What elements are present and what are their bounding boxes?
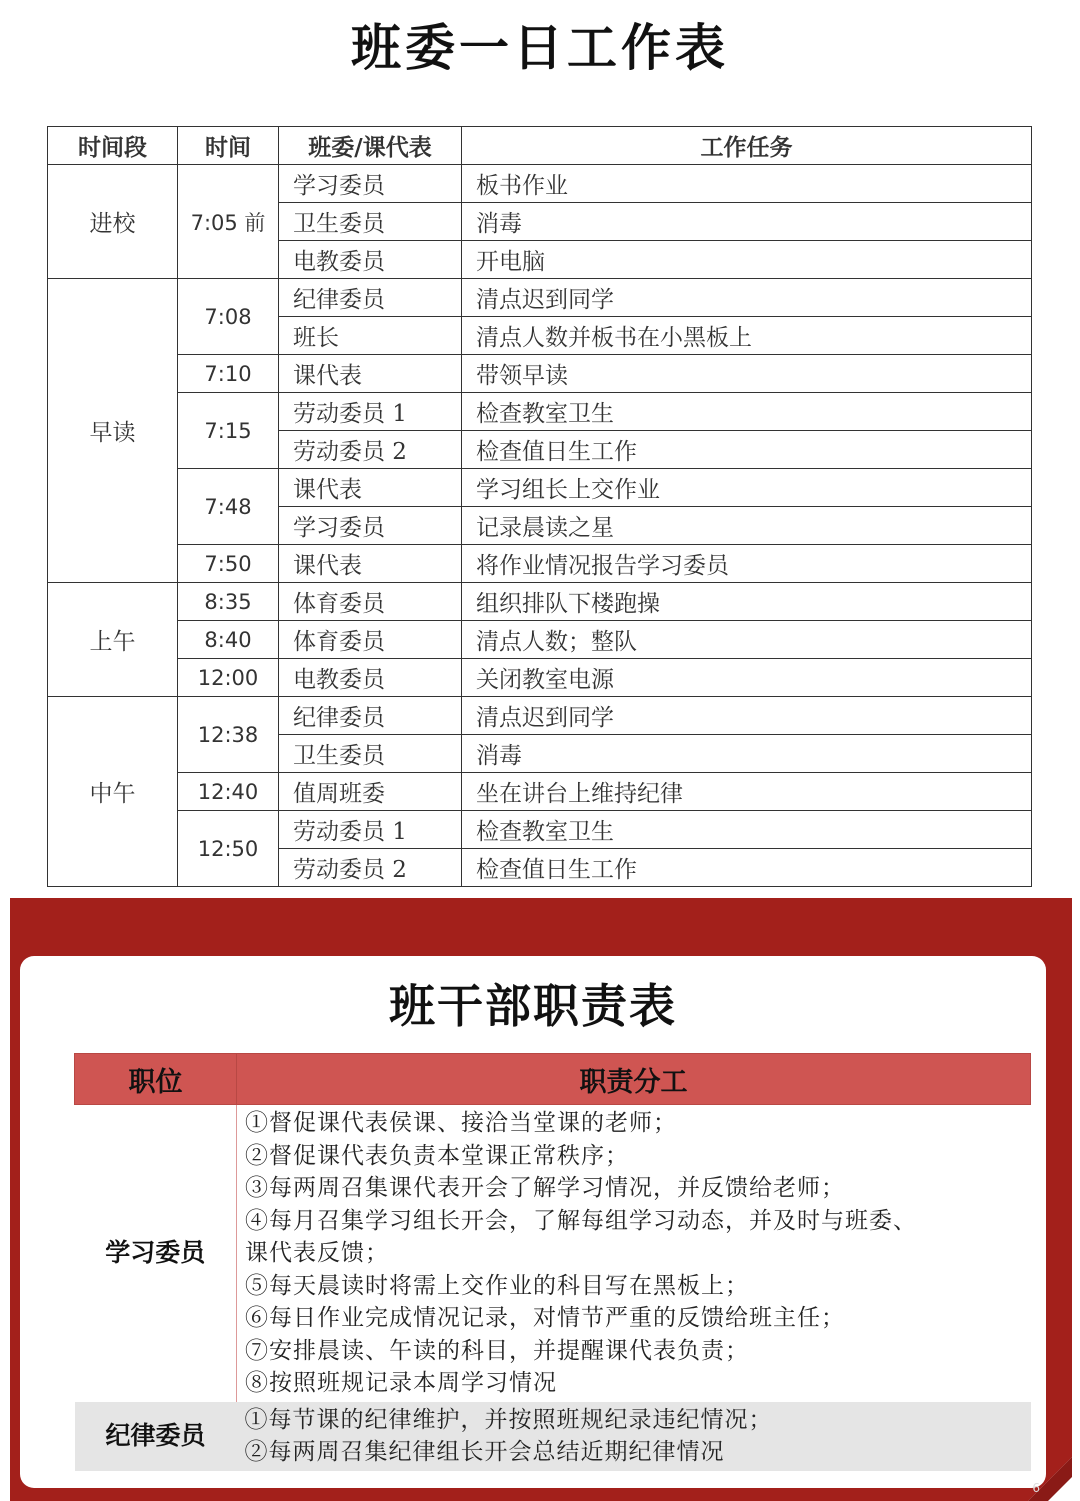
task-cell: 开电脑 (462, 241, 1032, 279)
task-cell: 清点迟到同学 (462, 279, 1032, 317)
duty-line: ①每节课的纪律维护，并按照班规纪录违纪情况； (244, 1406, 773, 1433)
role-cell: 体育委员 (279, 583, 462, 621)
duty-table (74, 1053, 1031, 1471)
role-cell: 课代表 (279, 469, 462, 507)
task-cell: 检查值日生工作 (462, 849, 1032, 887)
task-cell: 消毒 (462, 735, 1032, 773)
role-cell: 卫生委员 (279, 203, 462, 241)
time-cell: 12:00 (178, 659, 279, 697)
duty-line: 课代表反馈； (245, 1240, 389, 1266)
role-cell: 卫生委员 (279, 735, 462, 773)
task-cell: 关闭教室电源 (462, 659, 1032, 697)
task-cell: 坐在讲台上维持纪律 (462, 773, 1032, 811)
role-cell: 纪律委员 (279, 279, 462, 317)
task-cell: 清点迟到同学 (462, 697, 1032, 735)
task-cell: 学习组长上交作业 (462, 469, 1032, 507)
table-row (48, 697, 1032, 735)
task-cell: 清点人数；整队 (462, 621, 1032, 659)
table-row (48, 393, 1032, 431)
table-row (48, 583, 1032, 621)
role-cell: 课代表 (279, 355, 462, 393)
period-cell: 进校 (48, 165, 178, 279)
duty-line: ②每两周召集纪律组长开会总结近期纪律情况 (244, 1439, 725, 1465)
table-row (48, 279, 1032, 317)
task-cell: 清点人数并板书在小黑板上 (462, 317, 1032, 355)
task-cell: 板书作业 (462, 165, 1032, 203)
role-cell: 劳动委员 2 (279, 431, 462, 469)
task-cell: 记录晨读之星 (462, 507, 1032, 545)
task-cell: 消毒 (462, 203, 1032, 241)
table-row (48, 545, 1032, 583)
task-cell: 检查值日生工作 (462, 431, 1032, 469)
task-cell: 带领早读 (462, 355, 1032, 393)
duty-line: ②督促课代表负责本堂课正常秩序； (245, 1142, 629, 1169)
period-cell: 中午 (48, 697, 178, 887)
duty-line: ⑦安排晨读、午读的科目，并提醒课代表负责； (245, 1337, 749, 1364)
schedule-header-row (48, 127, 1032, 165)
duty-header-row (75, 1054, 1031, 1105)
period-cell: 上午 (48, 583, 178, 697)
role-cell: 劳动委员 2 (279, 849, 462, 887)
role-cell: 值周班委 (279, 773, 462, 811)
role-cell: 体育委员 (279, 621, 462, 659)
header-role: 班委/课代表 (279, 127, 462, 165)
time-cell: 8:40 (178, 621, 279, 659)
time-cell: 7:05 前 (178, 165, 279, 279)
table-row (75, 1402, 1031, 1471)
table-row (48, 659, 1032, 697)
duty-line: ③每两周召集课代表开会了解学习情况，并反馈给老师； (245, 1175, 845, 1201)
table-row (48, 811, 1032, 849)
header-time: 时间 (178, 127, 279, 165)
duty-line: ⑥每日作业完成情况记录，对情节严重的反馈给班主任； (245, 1305, 845, 1331)
task-cell: 检查教室卫生 (462, 393, 1032, 431)
duty-slide-frame (10, 898, 1072, 1501)
time-cell: 7:15 (178, 393, 279, 469)
table-row (48, 165, 1032, 203)
role-cell: 电教委员 (279, 659, 462, 697)
schedule-table (47, 126, 1032, 887)
header-period: 时间段 (48, 127, 178, 165)
duty-lines (237, 1105, 1031, 1402)
duty-title: 班干部职责表 (389, 979, 677, 1033)
role-cell: 课代表 (279, 545, 462, 583)
task-cell: 检查教室卫生 (462, 811, 1032, 849)
time-cell: 7:10 (178, 355, 279, 393)
table-row (48, 621, 1032, 659)
task-cell: 将作业情况报告学习委员 (462, 545, 1032, 583)
role-cell: 电教委员 (279, 241, 462, 279)
schedule-title: 班委一日工作表 (351, 19, 729, 77)
duty-line: ①督促课代表侯课、接洽当堂课的老师； (245, 1110, 677, 1136)
time-cell: 12:38 (178, 697, 279, 773)
duty-card (20, 956, 1046, 1488)
role-name: 学习委员 (75, 1105, 237, 1402)
table-row (75, 1105, 1031, 1402)
time-cell: 8:35 (178, 583, 279, 621)
role-cell: 班长 (279, 317, 462, 355)
table-row (48, 469, 1032, 507)
header-position: 职位 (75, 1054, 237, 1105)
table-row (48, 773, 1032, 811)
role-cell: 劳动委员 1 (279, 393, 462, 431)
duty-line: ④每月召集学习组长开会，了解每组学习动态，并及时与班委、 (245, 1207, 917, 1234)
page-number: 6 (1032, 1481, 1040, 1495)
role-name: 纪律委员 (75, 1402, 237, 1471)
role-cell: 纪律委员 (279, 697, 462, 735)
role-cell: 学习委员 (279, 165, 462, 203)
duty-lines (237, 1402, 1031, 1471)
period-cell: 早读 (48, 279, 178, 583)
task-cell: 组织排队下楼跑操 (462, 583, 1032, 621)
time-cell: 12:40 (178, 773, 279, 811)
duty-line: ⑤每天晨读时将需上交作业的科目写在黑板上； (245, 1272, 749, 1299)
header-task: 工作任务 (462, 127, 1032, 165)
time-cell: 7:08 (178, 279, 279, 355)
table-row (48, 355, 1032, 393)
duty-line: ⑧按照班规记录本周学习情况 (245, 1370, 557, 1396)
role-cell: 劳动委员 1 (279, 811, 462, 849)
header-duties: 职责分工 (237, 1054, 1031, 1105)
time-cell: 12:50 (178, 811, 279, 887)
time-cell: 7:50 (178, 545, 279, 583)
role-cell: 学习委员 (279, 507, 462, 545)
time-cell: 7:48 (178, 469, 279, 545)
